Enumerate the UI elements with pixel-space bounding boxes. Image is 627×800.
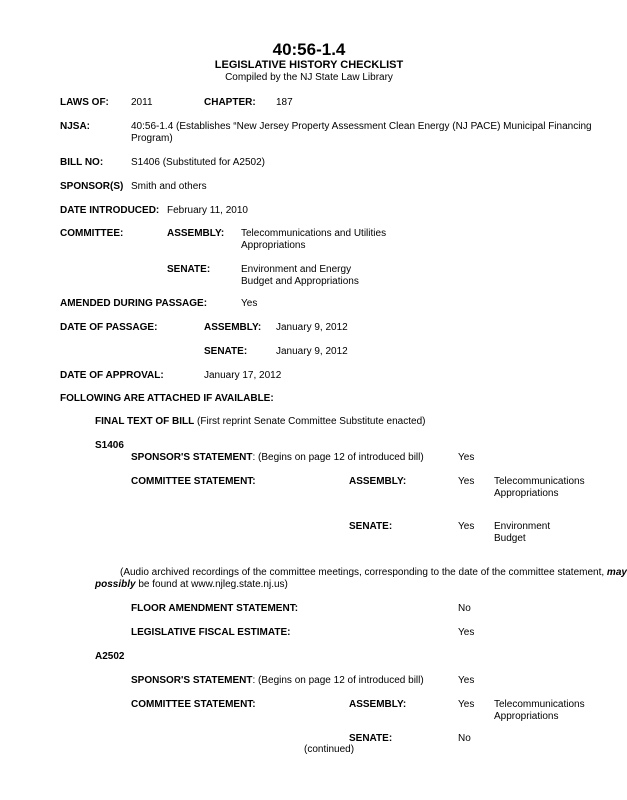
date-of-approval-value: January 17, 2012 — [204, 370, 282, 381]
audio-note-link-text: be found at www.njleg.state.nj.us) — [135, 579, 288, 590]
amended-label: AMENDED DURING PASSAGE: — [60, 298, 208, 309]
date-of-approval-label: DATE OF APPROVAL: — [60, 370, 164, 381]
passage-senate-label: SENATE: — [204, 346, 248, 357]
a2502-sponsor-label: SPONSOR'S STATEMENT — [131, 675, 253, 686]
s1406-assembly-label: ASSEMBLY: — [349, 476, 407, 487]
floor-amendment-value: No — [458, 603, 471, 614]
a2502-assembly-label: ASSEMBLY: — [349, 699, 407, 710]
chapter-value: 187 — [276, 97, 293, 108]
a2502-assembly-committee-1: Telecommunications — [494, 699, 585, 710]
audio-note-emphasis-2: possibly — [95, 579, 136, 590]
date-introduced-label: DATE INTRODUCED: — [60, 205, 160, 216]
sponsor-label: SPONSOR(S) — [60, 181, 124, 192]
bill-s1406-heading: S1406 — [95, 440, 124, 451]
s1406-sponsor-line — [131, 452, 424, 464]
laws-of-label: LAWS OF: — [60, 97, 109, 108]
final-text-line — [95, 416, 425, 428]
committee-senate-2: Budget and Appropriations — [241, 276, 359, 287]
committee-assembly-2: Appropriations — [241, 240, 306, 251]
s1406-assembly-value: Yes — [458, 476, 475, 487]
page-title: 40:56-1.4 — [272, 40, 346, 59]
a2502-committee-label: COMMITTEE STATEMENT: — [131, 699, 256, 710]
amended-value: Yes — [241, 298, 258, 309]
a2502-sponsor-note: : (Begins on page 12 of introduced bill) — [252, 675, 424, 686]
s1406-sponsor-note: : (Begins on page 12 of introduced bill) — [252, 452, 424, 463]
a2502-sponsor-line — [131, 675, 424, 687]
committee-assembly-1: Telecommunications and Utilities — [241, 228, 387, 239]
s1406-sponsor-label: SPONSOR'S STATEMENT — [131, 452, 253, 463]
a2502-sponsor-value: Yes — [458, 675, 475, 686]
s1406-sponsor-value: Yes — [458, 452, 475, 463]
bill-no-label: BILL NO: — [60, 157, 104, 168]
final-text-label: FINAL TEXT OF BILL — [95, 416, 195, 427]
s1406-senate-label: SENATE: — [349, 521, 393, 532]
audio-note-emphasis-1: may — [606, 567, 627, 578]
laws-of-value: 2011 — [131, 97, 153, 108]
s1406-assembly-committee-2: Appropriations — [494, 488, 559, 499]
compiled-by: Compiled by the NJ State Law Library — [225, 72, 393, 83]
passage-senate-value: January 9, 2012 — [276, 346, 348, 357]
passage-assembly-value: January 9, 2012 — [276, 322, 348, 333]
s1406-senate-value: Yes — [458, 521, 475, 532]
s1406-committee-label: COMMITTEE STATEMENT: — [131, 476, 256, 487]
committee-senate-1: Environment and Energy — [241, 264, 352, 275]
fiscal-estimate-label: LEGISLATIVE FISCAL ESTIMATE: — [131, 627, 291, 638]
committee-label: COMMITTEE: — [60, 228, 124, 239]
date-of-passage-label: DATE OF PASSAGE: — [60, 322, 158, 333]
bill-no-value: S1406 (Substituted for A2502) — [131, 157, 265, 168]
final-text-note: (First reprint Senate Committee Substitute enacted) — [194, 416, 426, 427]
njsa-value: 40:56-1.4 (Establishes “New Jersey Property Assessment Clean Energy (NJ PACE) Municipal Financing Program) — [131, 121, 592, 144]
continued-note: (continued) — [304, 744, 355, 755]
date-introduced-value: February 11, 2010 — [167, 205, 248, 216]
page-subtitle: LEGISLATIVE HISTORY CHECKLIST — [214, 59, 404, 71]
sponsor-value: Smith and others — [131, 181, 207, 192]
audio-note-text: (Audio archived recordings of the committee meetings, corresponding to the date of the committee statement, — [120, 567, 607, 578]
passage-assembly-label: ASSEMBLY: — [204, 322, 262, 333]
s1406-senate-committee-1: Environment — [494, 521, 551, 532]
audio-note-line-2 — [95, 579, 288, 591]
njsa-label: NJSA: — [60, 121, 91, 132]
chapter-label: CHAPTER: — [204, 97, 256, 108]
a2502-senate-label: SENATE: — [349, 733, 393, 744]
floor-amendment-label: FLOOR AMENDMENT STATEMENT: — [131, 603, 299, 614]
a2502-senate-value: No — [458, 733, 471, 744]
s1406-assembly-committee-1: Telecommunications — [494, 476, 585, 487]
committee-assembly-label: ASSEMBLY: — [167, 228, 225, 239]
audio-note-line-1 — [120, 567, 627, 579]
following-attached-heading: FOLLOWING ARE ATTACHED IF AVAILABLE: — [60, 393, 274, 404]
bill-a2502-heading: A2502 — [95, 651, 125, 662]
a2502-assembly-value: Yes — [458, 699, 475, 710]
fiscal-estimate-value: Yes — [458, 627, 475, 638]
committee-senate-label: SENATE: — [167, 264, 211, 275]
s1406-senate-committee-2: Budget — [494, 533, 526, 544]
a2502-assembly-committee-2: Appropriations — [494, 711, 559, 722]
